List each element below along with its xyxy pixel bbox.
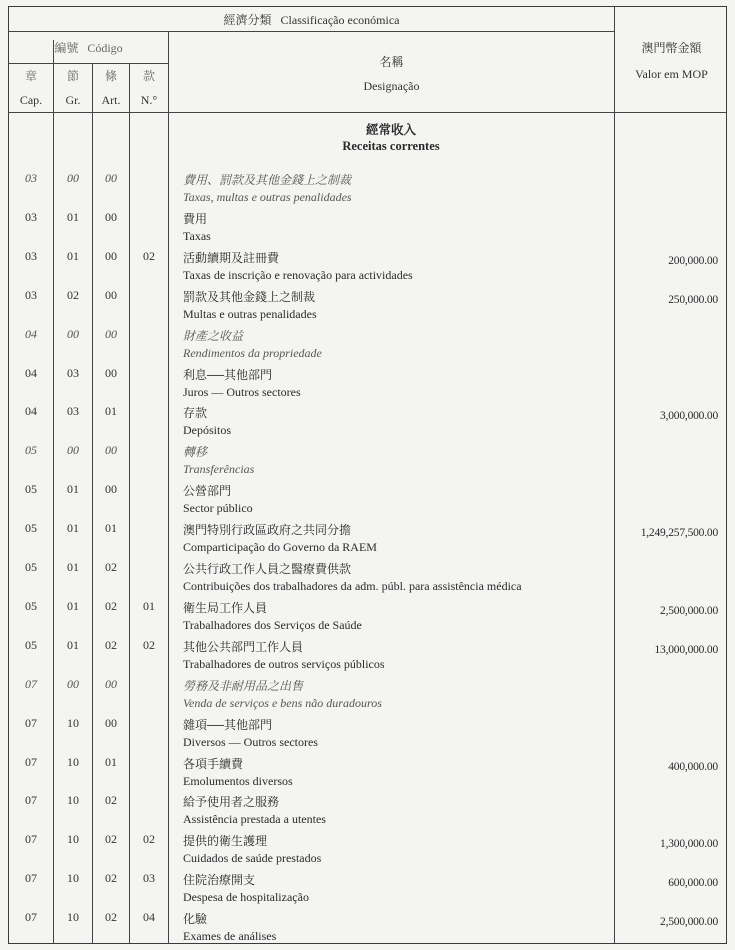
row-art: 01 xyxy=(105,404,117,419)
table-row xyxy=(9,282,726,320)
row-value: 400,000.00 xyxy=(668,760,718,773)
table-row xyxy=(9,515,726,553)
row-designation-zh: 勞務及非耐用品之出售 xyxy=(183,678,304,693)
table-row xyxy=(9,671,726,709)
header-art-pt: Art. xyxy=(101,93,121,107)
row-designation-zh: 雜項──其他部門 xyxy=(183,717,273,732)
row-value: 2,500,000.00 xyxy=(660,604,718,617)
row-gr: 00 xyxy=(67,171,79,185)
row-designation-pt: Sector público xyxy=(183,501,253,516)
row-gr: 01 xyxy=(67,598,79,613)
table-row xyxy=(9,710,726,748)
row-value: 13,000,000.00 xyxy=(654,643,718,656)
table-row xyxy=(9,632,726,670)
row-gr: 01 xyxy=(67,560,79,574)
row-cap: 05 xyxy=(25,443,37,458)
row-no: 02 xyxy=(143,637,155,652)
table-row xyxy=(9,398,726,436)
row-designation-pt: Multas e outras penalidades xyxy=(183,306,317,321)
row-cap: 05 xyxy=(25,637,37,652)
header-economic-pt: Classificação económica xyxy=(280,13,400,27)
row-designation-zh: 利息──其他部門 xyxy=(183,367,273,382)
row-no: 03 xyxy=(143,871,155,886)
row-no: 02 xyxy=(143,248,155,263)
row-designation-zh: 財產之收益 xyxy=(183,328,244,343)
header-economic xyxy=(9,11,614,28)
row-cap: 05 xyxy=(25,560,37,574)
header-no-pt: N.° xyxy=(140,93,158,107)
row-art: 02 xyxy=(105,793,117,808)
row-art: 00 xyxy=(105,443,117,458)
row-cap: 05 xyxy=(25,521,37,536)
row-designation-zh: 公共行政工作人員之醫療費供款 xyxy=(183,562,352,576)
row-designation-pt: Transferências xyxy=(183,462,255,477)
row-cap: 04 xyxy=(25,326,37,341)
budget-table xyxy=(8,6,727,944)
row-art: 02 xyxy=(105,832,117,847)
section-title-pt: Receitas correntes xyxy=(342,139,440,153)
row-designation-pt: Taxas, multas e outras penalidades xyxy=(183,190,352,204)
row-art: 01 xyxy=(105,521,117,536)
header-rule-economic xyxy=(9,31,614,32)
table-row xyxy=(9,437,726,475)
row-cap: 07 xyxy=(25,715,37,730)
table-row xyxy=(9,593,726,631)
table-row xyxy=(9,787,726,825)
row-designation-pt: Exames de análises xyxy=(183,929,277,944)
row-designation-zh: 澳門特別行政區政府之共同分擔 xyxy=(183,523,352,538)
row-art: 02 xyxy=(105,598,117,613)
header-rule-bottom xyxy=(9,112,726,113)
row-value: 1,300,000.00 xyxy=(660,838,718,851)
table-row xyxy=(9,749,726,787)
table-row xyxy=(9,554,726,592)
row-gr: 01 xyxy=(67,521,79,536)
row-gr: 01 xyxy=(67,209,79,224)
row-cap: 07 xyxy=(25,754,37,769)
header-code xyxy=(9,39,168,56)
table-row xyxy=(9,204,726,242)
row-designation-pt: Rendimentos da propriedade xyxy=(183,345,322,360)
row-designation-pt: Assistência prestada a utentes xyxy=(183,812,326,827)
row-designation-zh: 費用、罰款及其他金錢上之制裁 xyxy=(183,173,352,187)
row-designation-pt: Emolumentos diversos xyxy=(183,773,293,788)
row-designation-zh: 各項手續費 xyxy=(183,756,244,771)
row-art: 00 xyxy=(105,248,117,263)
row-designation-zh: 公營部門 xyxy=(183,484,232,499)
row-gr: 01 xyxy=(67,482,79,497)
row-gr: 03 xyxy=(67,365,79,380)
row-art: 02 xyxy=(105,637,117,652)
row-no: 02 xyxy=(143,832,155,847)
row-designation-zh: 其他公共部門工作人員 xyxy=(183,639,304,654)
row-value: 600,000.00 xyxy=(668,877,718,890)
table-row xyxy=(9,476,726,514)
row-cap: 03 xyxy=(25,287,37,302)
table-row xyxy=(9,165,726,203)
header-code-zh: 編號 xyxy=(54,41,79,55)
row-art: 00 xyxy=(105,171,117,185)
row-art: 00 xyxy=(105,209,117,224)
row-gr: 00 xyxy=(67,676,79,691)
row-gr: 10 xyxy=(67,754,79,769)
row-art: 00 xyxy=(105,676,117,691)
header-name-zh: 名稱 xyxy=(379,55,404,69)
row-cap: 07 xyxy=(25,676,37,691)
row-cap: 03 xyxy=(25,171,37,185)
row-designation-pt: Taxas xyxy=(183,228,211,243)
row-cap: 07 xyxy=(25,793,37,808)
row-no: 01 xyxy=(143,598,155,613)
row-cap: 04 xyxy=(25,404,37,419)
table-row xyxy=(9,321,726,359)
row-value: 1,249,257,500.00 xyxy=(640,527,718,540)
table-row xyxy=(9,826,726,864)
row-gr: 10 xyxy=(67,715,79,730)
row-no: 04 xyxy=(143,910,155,925)
row-art: 00 xyxy=(105,287,117,302)
row-designation-pt: Trabalhadores de outros serviços públicos xyxy=(183,656,385,671)
row-value: 2,500,000.00 xyxy=(660,916,718,929)
row-cap: 07 xyxy=(25,832,37,847)
table-row xyxy=(9,865,726,903)
row-cap: 05 xyxy=(25,482,37,497)
row-value: 200,000.00 xyxy=(668,254,718,267)
header-cap-zh: 章 xyxy=(24,69,37,83)
row-designation-pt: Venda de serviços e bens não duradouros xyxy=(183,695,382,710)
row-designation-pt: Trabalhadores dos Serviços de Saúde xyxy=(183,617,362,632)
row-gr: 00 xyxy=(67,443,79,458)
row-designation-zh: 提供的衛生護理 xyxy=(183,834,268,849)
header-code-pt: Código xyxy=(87,41,123,55)
row-designation-zh: 轉移 xyxy=(183,445,208,460)
row-art: 00 xyxy=(105,326,117,341)
row-designation-zh: 費用 xyxy=(183,211,208,226)
row-designation-pt: Cuidados de saúde prestados xyxy=(183,851,322,866)
row-cap: 04 xyxy=(25,365,37,380)
row-art: 02 xyxy=(105,560,117,574)
row-designation-zh: 罰款及其他金錢上之制裁 xyxy=(183,289,316,304)
row-art: 02 xyxy=(105,871,117,886)
row-art: 00 xyxy=(105,715,117,730)
row-designation-pt: Diversos — Outros sectores xyxy=(183,734,318,749)
row-designation-zh: 住院治療開支 xyxy=(183,873,256,888)
header-value-zh: 澳門幣金額 xyxy=(641,41,702,55)
row-gr: 01 xyxy=(67,248,79,263)
row-gr: 03 xyxy=(67,404,79,419)
table-row xyxy=(9,360,726,398)
table-row xyxy=(9,243,726,281)
row-gr: 10 xyxy=(67,832,79,847)
header-rule-code xyxy=(9,63,168,64)
header-no-zh: 款 xyxy=(142,69,155,83)
row-designation-pt: Contribuições dos trabalhadores da adm. públ. para assistência médica xyxy=(183,579,522,593)
row-value: 250,000.00 xyxy=(668,293,718,306)
row-gr: 02 xyxy=(67,287,79,302)
row-cap: 05 xyxy=(25,598,37,613)
table-row xyxy=(9,904,726,942)
header-name-pt: Designação xyxy=(363,79,420,93)
header-value-pt: Valor em MOP xyxy=(635,67,708,81)
section-title-zh: 經常收入 xyxy=(365,123,416,137)
row-gr: 00 xyxy=(67,326,79,341)
row-gr: 01 xyxy=(67,637,79,652)
row-art: 00 xyxy=(105,482,117,497)
row-gr: 10 xyxy=(67,793,79,808)
row-value: 3,000,000.00 xyxy=(660,410,718,423)
header-gr-pt: Gr. xyxy=(65,93,81,107)
row-designation-zh: 給予使用者之服務 xyxy=(183,795,280,810)
row-designation-pt: Comparticipação do Governo da RAEM xyxy=(183,540,377,555)
header-cap-pt: Cap. xyxy=(19,93,43,107)
row-gr: 10 xyxy=(67,910,79,925)
header-gr-zh: 節 xyxy=(66,69,79,83)
row-designation-pt: Juros — Outros sectores xyxy=(183,384,301,399)
row-art: 00 xyxy=(105,365,117,380)
row-designation-pt: Depósitos xyxy=(183,423,231,438)
row-designation-zh: 活動續期及註冊費 xyxy=(183,250,280,265)
row-art: 01 xyxy=(105,754,117,769)
row-cap: 07 xyxy=(25,871,37,886)
header-art-zh: 條 xyxy=(104,69,117,83)
row-designation-pt: Despesa de hospitalização xyxy=(183,890,309,905)
row-designation-zh: 衛生局工作人員 xyxy=(183,600,268,615)
row-designation-zh: 化驗 xyxy=(183,912,208,927)
row-gr: 10 xyxy=(67,871,79,886)
row-cap: 03 xyxy=(25,248,37,263)
row-cap: 03 xyxy=(25,209,37,224)
row-designation-pt: Taxas de inscrição e renovação para actividades xyxy=(183,267,413,282)
row-cap: 07 xyxy=(25,910,37,925)
row-art: 02 xyxy=(105,910,117,925)
row-designation-zh: 存款 xyxy=(183,406,208,421)
header-economic-zh: 經濟分類 xyxy=(223,13,272,27)
